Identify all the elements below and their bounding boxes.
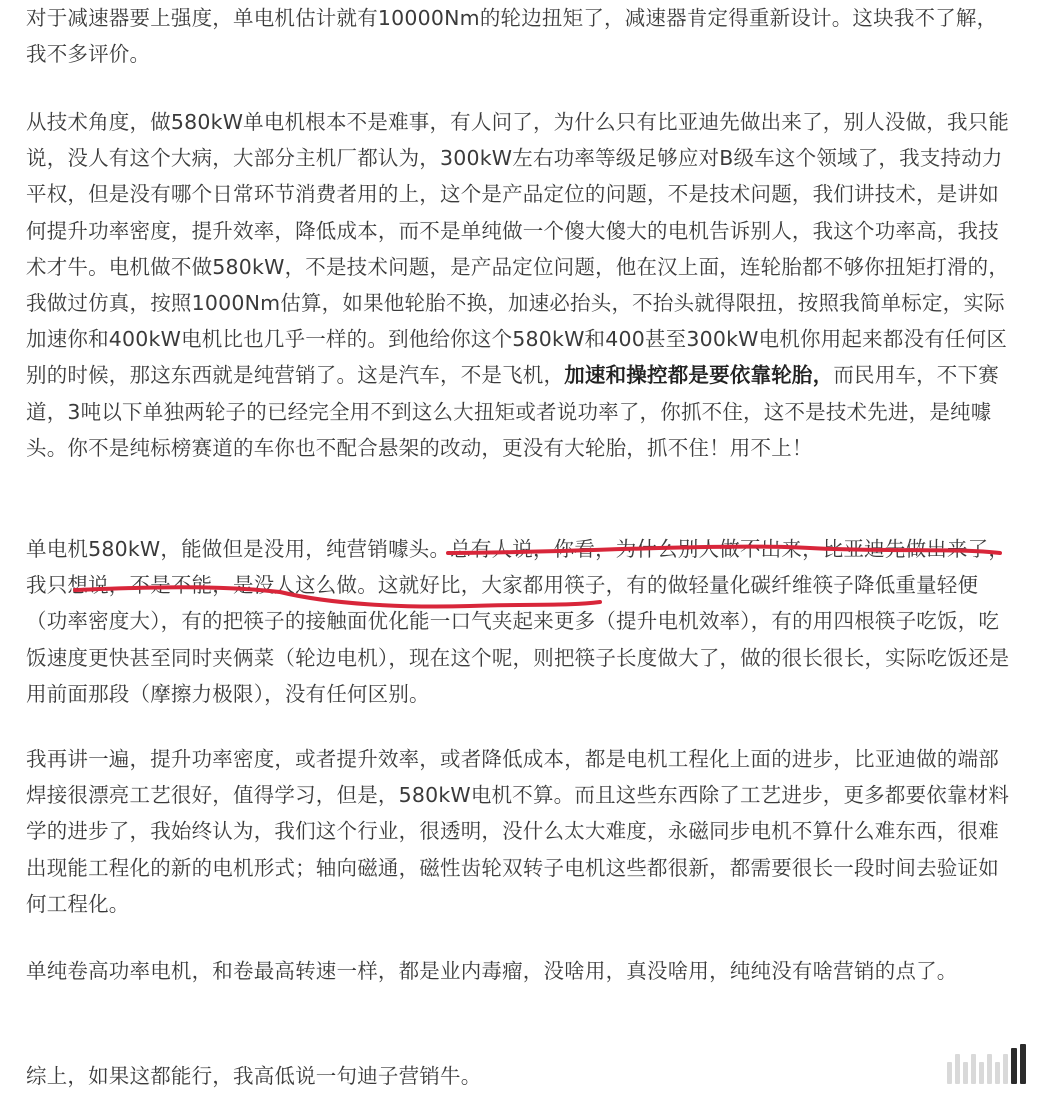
watermark-bar xyxy=(1011,1048,1017,1084)
paragraph-2-bold: 加速和操控都是要依靠轮胎， xyxy=(564,363,834,388)
paragraph-3: 单电机580kW，能做但是没用，纯营销噱头。总有人说，你看，为什么别人做不出来，比亚迪先做出来了，我只想说，不是不能，是没人这么做。这就好比，大家都用筷子，有的做轻量化碳纤维筷子降低重量轻便（功率密度大），有的把筷子的接触面优化能一口气夹起来更多（提升电机效率），有的用四根筷子吃饭，吃饭速度更快甚至同时夹俩菜（轮边电机），现在这个呢，则把筷子长度做大了，做的很长很长，实际吃饭还是用前面那段（摩擦力极限），没有任何区别。 xyxy=(26,537,1010,706)
paragraph-1: 对于减速器要上强度，单电机估计就有10000Nm的轮边扭矩了，减速器肯定得重新设计。这块我不了解，我不多评价。 xyxy=(26,6,998,67)
paragraph-6: 综上，如果这都能行，我高低说一句迪子营销牛。 xyxy=(26,1064,482,1088)
watermark-bar xyxy=(971,1054,976,1084)
paragraph-5: 单纯卷高功率电机，和卷最高转速一样，都是业内毒瘤，没啥用，真没啥用，纯纯没有啥营销的点了。 xyxy=(26,959,958,983)
watermark-bar xyxy=(1003,1054,1008,1084)
watermark-logo xyxy=(947,1040,1026,1084)
paragraph-2-after: 而民用车，不下赛道，3吨以下单独两轮子的已经完全用不到这么大扭矩或者说功率了，你抓不住，这不是技术先进，是纯噱头。你不是纯标榜赛道的车你也不配合悬架的改动，更没有大轮胎，抓不住！用不上！ xyxy=(26,363,999,460)
watermark-bar xyxy=(995,1062,1000,1084)
paragraph-2-text: 从技术角度，做580kW单电机根本不是难事，有人问了，为什么只有比亚迪先做出来了，别人没做，我只能说，没人有这个大病，大部分主机厂都认为，300kW左右功率等级足够应对B级车这个领域了，我支持动力平权，但是没有哪个日常环节消费者用的上，这个是产品定位的问题，不是技术问题，我们讲技术，是讲如何提升功率密度，提升效率，降低成本，而不是单纯做一个傻大傻大的电机告诉别人，我这个功率高，我技术才牛。电机做不做580kW，不是技术问题，是产品定位问题，他在汉上面，连轮胎都不够你扭矩打滑的，我做过仿真，按照1000Nm估算，如果他轮胎不换，加速必抬头，不抬头就得限扭，按照我简单标定，实际加速你和400kW电机比也几乎一样的。到他给你这个580kW和400甚至300kW电机你用起来都没有任何区别的时候，那这东西就是纯营销了。这是汽车，不是飞机， xyxy=(26,110,1010,388)
watermark-bar xyxy=(1020,1044,1026,1084)
paragraph-2 xyxy=(26,104,1011,466)
watermark-bar xyxy=(987,1054,992,1084)
paragraph-4: 我再讲一遍，提升功率密度，或者提升效率，或者降低成本，都是电机工程化上面的进步，比亚迪做的端部焊接很漂亮工艺很好，值得学习，但是，580kW电机不算。而且这些东西除了工艺进步，更多都要依靠材料学的进步了，我始终认为，我们这个行业，很透明，没什么太大难度，永磁同步电机不算什么难东西，很难出现能工程化的新的电机形式；轴向磁通，磁性齿轮双转子电机这些都很新，都需要很长一段时间去验证如何工程化。 xyxy=(26,747,1010,916)
watermark-bar xyxy=(963,1062,968,1084)
watermark-bar xyxy=(955,1054,960,1084)
watermark-bar xyxy=(947,1062,952,1084)
watermark-bar xyxy=(979,1062,984,1084)
